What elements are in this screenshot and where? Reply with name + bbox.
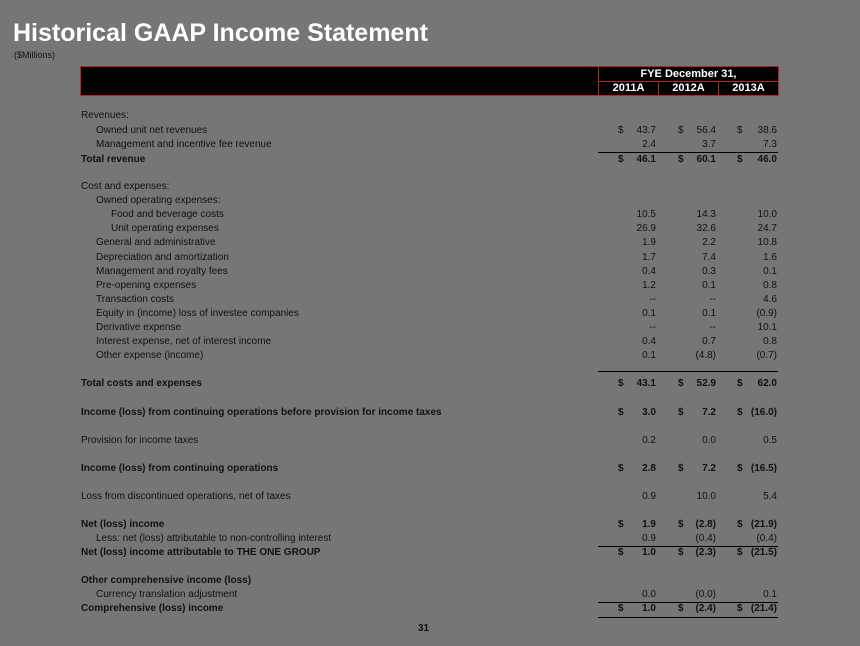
- cell-value: (21.4): [750, 603, 777, 614]
- row-label: Total costs and expenses: [81, 378, 202, 389]
- table-row: [0, 138, 860, 152]
- value-cell-2013A: [718, 138, 778, 152]
- cell-value: 60.1: [696, 154, 716, 165]
- value-cell-2012A: [658, 279, 718, 293]
- cell-value: 7.2: [702, 463, 716, 474]
- value-cell-2012A: [658, 588, 718, 602]
- row-label: Cost and expenses:: [81, 181, 170, 192]
- table-row: [0, 279, 860, 293]
- currency-symbol: $: [618, 519, 624, 530]
- cell-value: 0.9: [642, 533, 656, 544]
- cell-value: 46.0: [757, 154, 777, 165]
- row-label: Other comprehensive income (loss): [81, 575, 252, 586]
- subtotal-rule: [598, 617, 778, 618]
- cell-value: (4.8): [695, 350, 716, 361]
- value-cell-2011A: [598, 138, 658, 152]
- row-label: Interest expense, net of interest income: [96, 336, 272, 347]
- value-cell-2013A: [718, 208, 778, 222]
- cell-value: 3.7: [702, 139, 716, 150]
- currency-symbol: $: [618, 547, 624, 558]
- cell-value: --: [709, 294, 716, 305]
- currency-symbol: $: [678, 125, 684, 136]
- value-cell-2013A: [718, 490, 778, 504]
- row-label: Less: net (loss) attributable to non-controlling interest: [96, 533, 332, 544]
- table-row: [0, 293, 860, 307]
- table-row: [0, 321, 860, 335]
- cell-value: 0.1: [642, 350, 656, 361]
- cell-value: (0.0): [695, 589, 716, 600]
- value-cell-2013A: [718, 532, 778, 546]
- table-row: [0, 307, 860, 321]
- cell-value: 38.6: [757, 125, 777, 136]
- currency-symbol: $: [678, 378, 684, 389]
- value-cell-2013A: [718, 335, 778, 349]
- cell-value: 0.3: [702, 266, 716, 277]
- cell-value: 46.1: [636, 154, 656, 165]
- currency-symbol: $: [678, 547, 684, 558]
- units-subtitle: ($Millions): [14, 50, 56, 60]
- value-cell-2012A: [658, 251, 718, 265]
- currency-symbol: $: [618, 125, 624, 136]
- currency-symbol: $: [618, 463, 624, 474]
- value-cell-2012A: [658, 208, 718, 222]
- year-header-row: [598, 81, 779, 96]
- value-cell-2013A: [718, 377, 778, 391]
- cell-value: 0.1: [763, 589, 777, 600]
- cell-value: 0.4: [642, 266, 656, 277]
- table-row: [0, 222, 860, 236]
- currency-symbol: $: [737, 378, 743, 389]
- value-cell-2012A: [658, 349, 718, 363]
- cell-value: 0.0: [642, 589, 656, 600]
- value-cell-2012A: [658, 222, 718, 236]
- subtotal-rule: [598, 152, 778, 153]
- row-label: Other expense (income): [96, 350, 204, 361]
- row-label: Currency translation adjustment: [96, 589, 238, 600]
- currency-symbol: $: [678, 154, 684, 165]
- cell-value: 2.2: [702, 237, 716, 248]
- row-label: Net (loss) income attributable to THE ONE GROUP: [81, 547, 321, 558]
- value-cell-2011A: [598, 434, 658, 448]
- value-cell-2013A: [718, 279, 778, 293]
- table-row: [0, 462, 860, 476]
- cell-value: 52.9: [696, 378, 716, 389]
- cell-value: --: [649, 294, 656, 305]
- cell-value: 10.8: [757, 237, 777, 248]
- value-cell-2012A: [658, 236, 718, 250]
- value-cell-2013A: [718, 546, 778, 560]
- row-label: Management and incentive fee revenue: [96, 139, 272, 150]
- row-label: Pre-opening expenses: [96, 280, 197, 291]
- table-row: [0, 236, 860, 250]
- row-label: Loss from discontinued operations, net of taxes: [81, 491, 291, 502]
- subtotal-rule: [598, 546, 778, 547]
- value-cell-2013A: [718, 518, 778, 532]
- value-cell-2013A: [718, 321, 778, 335]
- value-cell-2012A: [658, 602, 718, 616]
- value-cell-2011A: [598, 490, 658, 504]
- cell-value: 24.7: [757, 223, 777, 234]
- value-cell-2011A: [598, 265, 658, 279]
- value-cell-2012A: [658, 335, 718, 349]
- currency-symbol: $: [737, 407, 743, 418]
- table-row: [0, 434, 860, 448]
- cell-value: 0.5: [763, 435, 777, 446]
- cell-value: 1.0: [642, 547, 656, 558]
- value-cell-2011A: [598, 588, 658, 602]
- cell-value: 14.3: [696, 209, 716, 220]
- value-cell-2012A: [658, 321, 718, 335]
- cell-value: 0.2: [642, 435, 656, 446]
- cell-value: (2.4): [695, 603, 716, 614]
- currency-symbol: $: [618, 407, 624, 418]
- value-cell-2013A: [718, 462, 778, 476]
- value-cell-2012A: [658, 377, 718, 391]
- slide-title: Historical GAAP Income Statement: [13, 19, 428, 47]
- cell-value: (2.8): [695, 519, 716, 530]
- cell-value: 3.0: [642, 407, 656, 418]
- value-cell-2011A: [598, 462, 658, 476]
- table-row: [0, 574, 860, 588]
- row-label: Depreciation and amortization: [96, 252, 229, 263]
- value-cell-2013A: [718, 124, 778, 138]
- cell-value: 62.0: [757, 378, 777, 389]
- cell-value: 1.9: [642, 237, 656, 248]
- row-label: Food and beverage costs: [111, 209, 224, 220]
- row-label: Unit operating expenses: [111, 223, 219, 234]
- value-cell-2011A: [598, 279, 658, 293]
- value-cell-2011A: [598, 546, 658, 560]
- currency-symbol: $: [618, 378, 624, 389]
- currency-symbol: $: [678, 603, 684, 614]
- cell-value: 56.4: [696, 125, 716, 136]
- currency-symbol: $: [737, 154, 743, 165]
- value-cell-2012A: [658, 124, 718, 138]
- cell-value: (21.5): [750, 547, 777, 558]
- cell-value: 1.6: [763, 252, 777, 263]
- value-cell-2011A: [598, 321, 658, 335]
- cell-value: 1.7: [642, 252, 656, 263]
- value-cell-2011A: [598, 153, 658, 167]
- value-cell-2011A: [598, 124, 658, 138]
- value-cell-2012A: [658, 532, 718, 546]
- currency-symbol: $: [737, 519, 743, 530]
- value-cell-2013A: [718, 588, 778, 602]
- cell-value: 1.2: [642, 280, 656, 291]
- value-cell-2011A: [598, 532, 658, 546]
- row-label: Management and royalty fees: [96, 266, 228, 277]
- subtotal-rule: [598, 602, 778, 603]
- cell-value: 0.9: [642, 491, 656, 502]
- table-row: [0, 518, 860, 532]
- value-cell-2013A: [718, 265, 778, 279]
- period-header: FYE December 31,: [598, 66, 779, 82]
- cell-value: 7.4: [702, 252, 716, 263]
- cell-value: 4.6: [763, 294, 777, 305]
- cell-value: 0.4: [642, 336, 656, 347]
- cell-value: (16.5): [750, 463, 777, 474]
- currency-symbol: $: [678, 407, 684, 418]
- row-label: Derivative expense: [96, 322, 182, 333]
- cell-value: (0.4): [695, 533, 716, 544]
- value-cell-2012A: [658, 406, 718, 420]
- value-cell-2013A: [718, 434, 778, 448]
- table-row: [0, 194, 860, 208]
- value-cell-2012A: [658, 462, 718, 476]
- row-label: Net (loss) income: [81, 519, 165, 530]
- table-row: [0, 265, 860, 279]
- value-cell-2011A: [598, 236, 658, 250]
- cell-value: 2.4: [642, 139, 656, 150]
- cell-value: 0.0: [702, 435, 716, 446]
- table-row: [0, 251, 860, 265]
- table-row: [0, 335, 860, 349]
- value-cell-2011A: [598, 518, 658, 532]
- row-label: Equity in (income) loss of investee companies: [96, 308, 299, 319]
- value-cell-2013A: [718, 222, 778, 236]
- year-header-2011: 2011A: [598, 81, 659, 96]
- value-cell-2012A: [658, 546, 718, 560]
- cell-value: 5.4: [763, 491, 777, 502]
- value-cell-2011A: [598, 307, 658, 321]
- value-cell-2012A: [658, 307, 718, 321]
- value-cell-2012A: [658, 293, 718, 307]
- value-cell-2011A: [598, 251, 658, 265]
- value-cell-2013A: [718, 406, 778, 420]
- table-row: [0, 109, 860, 123]
- cell-value: (0.9): [756, 308, 777, 319]
- value-cell-2011A: [598, 377, 658, 391]
- value-cell-2012A: [658, 138, 718, 152]
- row-label: Comprehensive (loss) income: [81, 603, 224, 614]
- cell-value: 7.3: [763, 139, 777, 150]
- table-row: [0, 124, 860, 138]
- row-label: Owned operating expenses:: [96, 195, 221, 206]
- table-row: [0, 602, 860, 616]
- cell-value: 10.0: [696, 491, 716, 502]
- cell-value: 10.1: [757, 322, 777, 333]
- year-header-2012: 2012A: [658, 81, 719, 96]
- currency-symbol: $: [737, 603, 743, 614]
- row-label: Income (loss) from continuing operations before provision for income taxes: [81, 407, 442, 418]
- row-label: General and administrative: [96, 237, 216, 248]
- cell-value: --: [649, 322, 656, 333]
- cell-value: 43.7: [636, 125, 656, 136]
- cell-value: 0.8: [763, 336, 777, 347]
- cell-value: 10.0: [757, 209, 777, 220]
- value-cell-2012A: [658, 153, 718, 167]
- table-row: [0, 349, 860, 363]
- table-row: [0, 180, 860, 194]
- row-label: Provision for income taxes: [81, 435, 199, 446]
- currency-symbol: $: [678, 463, 684, 474]
- cell-value: (21.9): [750, 519, 777, 530]
- row-label: Revenues:: [81, 110, 129, 121]
- value-cell-2013A: [718, 293, 778, 307]
- value-cell-2011A: [598, 222, 658, 236]
- table-row: [0, 406, 860, 420]
- currency-symbol: $: [737, 463, 743, 474]
- cell-value: 2.8: [642, 463, 656, 474]
- row-label: Total revenue: [81, 154, 146, 165]
- table-row: [0, 588, 860, 602]
- value-cell-2013A: [718, 349, 778, 363]
- currency-symbol: $: [737, 125, 743, 136]
- cell-value: 0.1: [702, 280, 716, 291]
- cell-value: 0.7: [702, 336, 716, 347]
- value-cell-2013A: [718, 153, 778, 167]
- cell-value: 0.1: [763, 266, 777, 277]
- row-label: Transaction costs: [96, 294, 174, 305]
- value-cell-2011A: [598, 208, 658, 222]
- value-cell-2011A: [598, 602, 658, 616]
- row-label: Income (loss) from continuing operations: [81, 463, 279, 474]
- value-cell-2012A: [658, 518, 718, 532]
- value-cell-2012A: [658, 434, 718, 448]
- table-row: [0, 532, 860, 546]
- value-cell-2013A: [718, 602, 778, 616]
- cell-value: 26.9: [636, 223, 656, 234]
- row-label: Owned unit net revenues: [96, 125, 208, 136]
- value-cell-2013A: [718, 236, 778, 250]
- year-header-2013: 2013A: [718, 81, 779, 96]
- cell-value: 7.2: [702, 407, 716, 418]
- table-row: [0, 153, 860, 167]
- value-cell-2011A: [598, 335, 658, 349]
- subtotal-rule: [598, 371, 778, 372]
- cell-value: 0.1: [702, 308, 716, 319]
- table-row: [0, 208, 860, 222]
- currency-symbol: $: [618, 603, 624, 614]
- cell-value: 1.0: [642, 603, 656, 614]
- cell-value: 0.1: [642, 308, 656, 319]
- table-row: [0, 490, 860, 504]
- value-cell-2012A: [658, 490, 718, 504]
- cell-value: 0.8: [763, 280, 777, 291]
- currency-symbol: $: [678, 519, 684, 530]
- cell-value: 43.1: [636, 378, 656, 389]
- cell-value: --: [709, 322, 716, 333]
- cell-value: (0.4): [756, 533, 777, 544]
- page-number: 31: [418, 623, 430, 634]
- cell-value: (16.0): [750, 407, 777, 418]
- cell-value: 32.6: [696, 223, 716, 234]
- value-cell-2013A: [718, 307, 778, 321]
- cell-value: 10.5: [636, 209, 656, 220]
- cell-value: (0.7): [756, 350, 777, 361]
- cell-value: 1.9: [642, 519, 656, 530]
- currency-symbol: $: [737, 547, 743, 558]
- value-cell-2011A: [598, 293, 658, 307]
- cell-value: (2.3): [695, 547, 716, 558]
- value-cell-2012A: [658, 265, 718, 279]
- value-cell-2011A: [598, 349, 658, 363]
- table-row: [0, 377, 860, 391]
- table-row: [0, 546, 860, 560]
- value-cell-2011A: [598, 406, 658, 420]
- currency-symbol: $: [618, 154, 624, 165]
- value-cell-2013A: [718, 251, 778, 265]
